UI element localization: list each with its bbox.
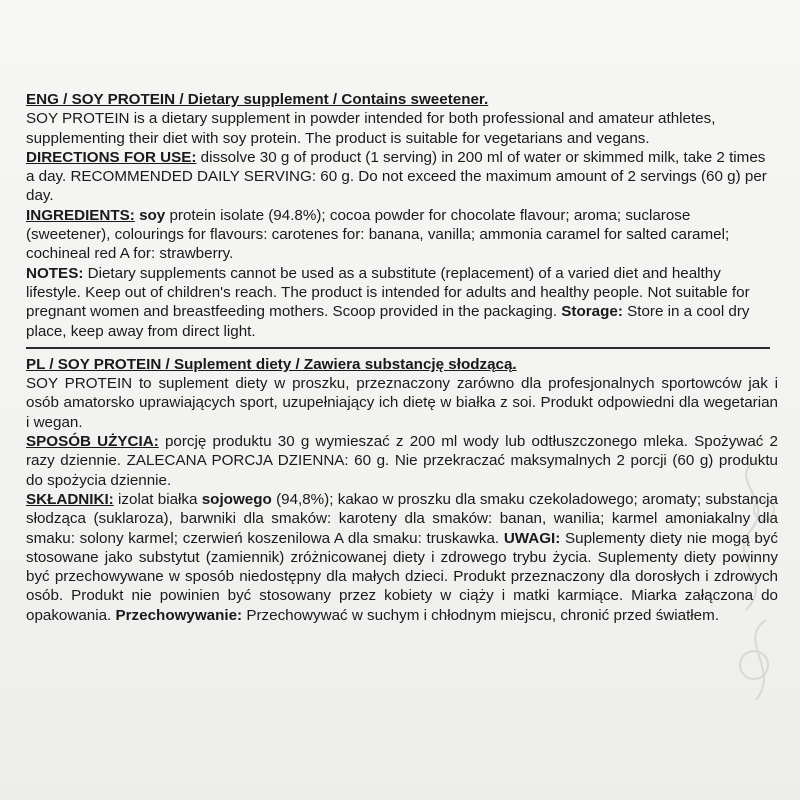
- pl-directions-label: SPOSÓB UŻYCIA:: [26, 433, 159, 451]
- eng-notes-label: NOTES:: [26, 264, 84, 282]
- pl-ingredients: [26, 490, 778, 625]
- eng-heading-text: ENG / SOY PROTEIN / Dietary supplement / Contains sweetener.: [26, 91, 489, 108]
- section-divider: [26, 347, 770, 349]
- eng-directions-text: dissolve 30 g of product (1 serving) in 200 ml of water or skimmed milk, take 2 times a day. RECOMMENDED DAILY SERVING: 60 g. Do not exceed the maximum amount of 2 servings (60 g) per day.: [26, 148, 767, 205]
- pl-storage-label: Przechowywanie:: [115, 606, 243, 624]
- pl-heading: [26, 355, 778, 374]
- eng-directions-label: DIRECTIONS FOR USE:: [26, 148, 197, 166]
- eng-heading: [26, 90, 778, 109]
- pl-storage-text: Przechowywać w suchym i chłodnym miejscu, chronić przed światłem.: [242, 606, 719, 624]
- pl-notes-label: UWAGI:: [503, 529, 561, 547]
- pl-directions-text: porcję produktu 30 g wymieszać z 200 ml wody lub odtłuszczonego mleka. Spożywać 2 razy dziennie. ZALECANA PORCJA DZIENNA: 60 g. Nie przekraczać maksymalnych 2 porcji (60 g) produktu do spożycia dziennie.: [26, 433, 779, 489]
- section-polish: [26, 355, 778, 625]
- eng-intro: SOY PROTEIN is a dietary supplement in powder intended for both professional and amateur athletes, supplementing their diet with soy protein. The product is suitable for vegetarians and vegans.: [26, 110, 716, 147]
- eng-notes: [26, 264, 778, 341]
- section-english: [26, 90, 778, 341]
- pl-ingredients-allergen: sojowego: [201, 490, 272, 508]
- eng-ingredients-label: INGREDIENTS:: [26, 206, 135, 224]
- eng-storage-label: Storage:: [561, 303, 623, 321]
- pl-ingredients-text-2: (94,8%); kakao w proszku dla smaku czekoladowego; aromaty; substancja słodząca (suklaroza), barwniki dla smaków: karoteny dla smaków: banan, wanilia; karmel amoniakalny dla smaku: solony karmel; czerwień koszenilowa A dla smaku: truskawka.: [26, 490, 778, 547]
- pl-directions: [26, 432, 778, 490]
- eng-directions: [26, 148, 778, 206]
- pl-ingredients-text-1: izolat białka: [113, 490, 202, 508]
- pl-ingredients-label: SKŁADNIKI:: [26, 490, 114, 508]
- eng-ingredients-text: protein isolate (94.8%); cocoa powder for chocolate flavour; aroma; suclarose (sweetener), colourings for flavours: carotenes for: banana, vanilla; ammonia caramel for salted caramel; cochineal red A for: strawberry.: [26, 206, 730, 263]
- eng-notes-text: Dietary supplements cannot be used as a substitute (replacement) of a varied diet and healthy lifestyle. Keep out of children's reach. The product is intended for adults and healthy people. Not suitable for pregnant women and breastfeeding mothers. Scoop provided in the packaging.: [26, 264, 750, 321]
- eng-ingredients: [26, 206, 778, 264]
- eng-ingredients-allergen: soy: [134, 206, 166, 224]
- pl-heading-text: PL / SOY PROTEIN / Suplement diety / Zawiera substancję słodzącą.: [26, 355, 517, 373]
- pl-intro: SOY PROTEIN to suplement diety w proszku, przeznaczony zarówno dla profesjonalnych sportowców jak i osób amatorsko uprawiających sport, uzupełniający ich dietę w białka z soi. Produkt odpowiedni dla wegetarian i wegan.: [26, 375, 778, 431]
- pl-notes-text: Suplementy diety nie mogą być stosowane jako substytut (zamiennik) zróżnicowanej diety i zdrowego trybu życia. Suplementy diety powinny być przechowywane w sposób niedostępny dla małych dzieci. Produkt przeznaczony dla dorosłych i zdrowych osób. Produkt nie powinien być stosowany przez kobiety w ciąży i matki karmiące. Miarka załączona do opakowania.: [26, 529, 778, 624]
- eng-storage-text: Store in a cool dry place, keep away from direct light.: [26, 303, 750, 340]
- label-text-panel: [26, 90, 778, 625]
